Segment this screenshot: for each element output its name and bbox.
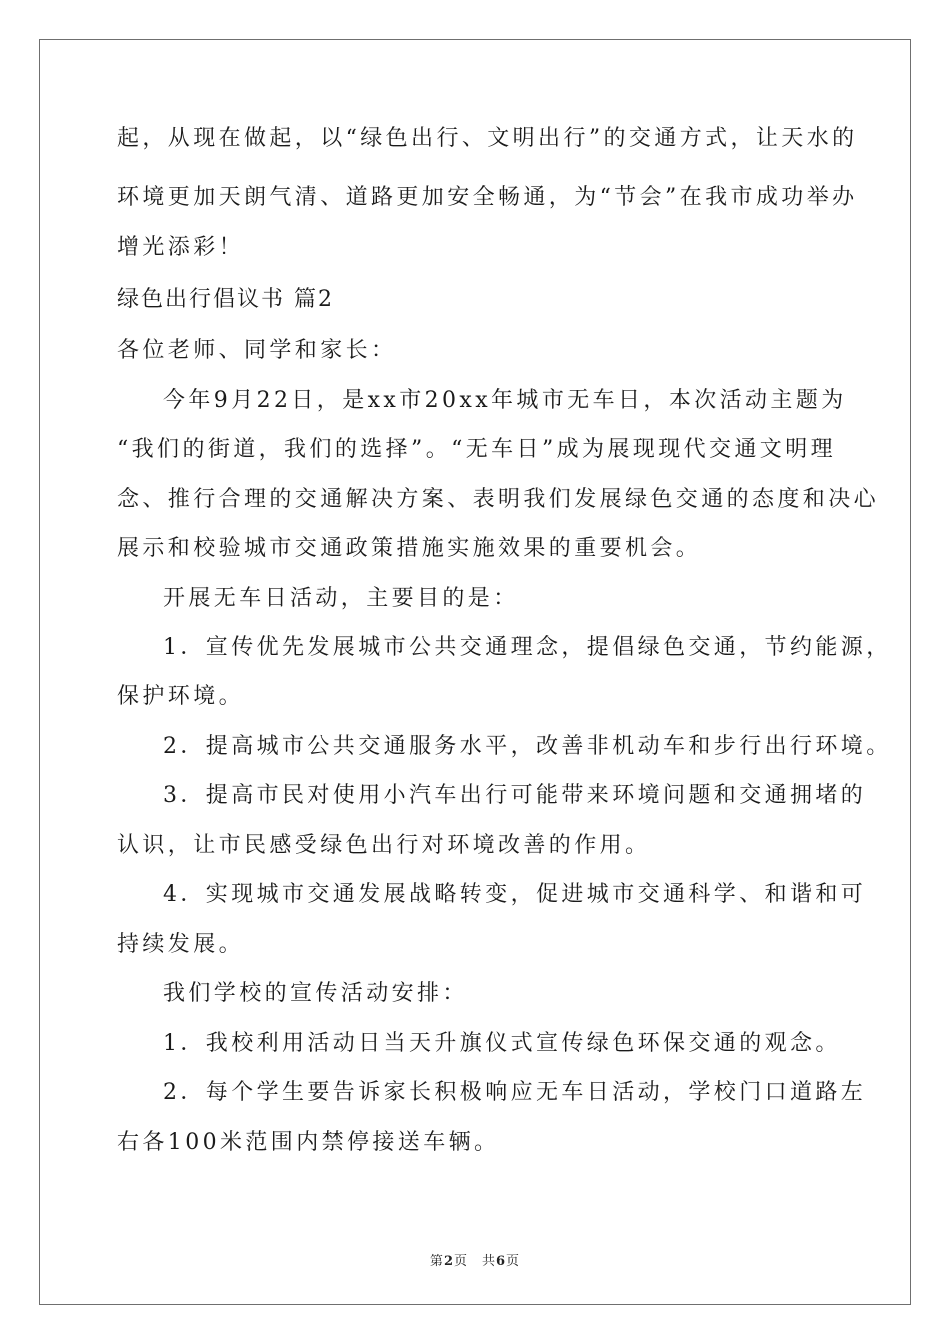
page-number-mid: 页 共 <box>453 1254 496 1269</box>
paragraph-line: 开展无车日活动，主要目的是： <box>163 586 519 611</box>
page-footer <box>0 1250 950 1269</box>
total-page-number: 6 <box>496 1254 507 1269</box>
page-border <box>39 39 911 1305</box>
list-item-continuation: 认识，让市民感受绿色出行对环境改善的作用。 <box>117 833 651 858</box>
section-title: 绿色出行倡议书 篇2 <box>117 287 334 312</box>
salutation: 各位老师、同学和家长： <box>117 338 397 363</box>
list-item: 4．实现城市交通发展战略转变，促进城市交通科学、和谐和可 <box>163 882 867 907</box>
page-number-prefix: 第 <box>429 1254 444 1269</box>
list-item: 2．每个学生要告诉家长积极响应无车日活动，学校门口道路左 <box>163 1080 867 1105</box>
list-item-continuation: 持续发展。 <box>117 932 245 957</box>
paragraph-line: 今年9月22日，是xx市20xx年城市无车日，本次活动主题为 <box>163 388 847 413</box>
list-item: 2．提高城市公共交通服务水平，改善非机动车和步行出行环境。 <box>163 734 892 759</box>
paragraph-line: 起，从现在做起，以“绿色出行、文明出行”的交通方式，让天水的 <box>117 126 858 151</box>
paragraph-line: 念、推行合理的交通解决方案、表明我们发展绿色交通的态度和决心 <box>117 487 880 512</box>
paragraph-line: “我们的街道，我们的选择”。“无车日”成为展现现代交通文明理 <box>117 437 836 462</box>
paragraph-line: 增光添彩！ <box>117 235 245 260</box>
list-item: 3．提高市民对使用小汽车出行可能带来环境问题和交通拥堵的 <box>163 783 867 808</box>
list-item-continuation: 右各100米范围内禁停接送车辆。 <box>117 1130 500 1155</box>
paragraph-line: 展示和校验城市交通政策措施实施效果的重要机会。 <box>117 536 702 561</box>
list-item-continuation: 保护环境。 <box>117 684 245 709</box>
paragraph-line: 环境更加天朗气清、道路更加安全畅通，为“节会”在我市成功举办 <box>117 185 858 210</box>
current-page-number: 2 <box>443 1254 454 1269</box>
list-item: 1．宣传优先发展城市公共交通理念，提倡绿色交通，节约能源， <box>163 635 892 660</box>
list-item: 1．我校利用活动日当天升旗仪式宣传绿色环保交通的观念。 <box>163 1031 841 1056</box>
paragraph-line: 我们学校的宣传活动安排： <box>163 981 468 1006</box>
page-number-suffix: 页 <box>506 1254 521 1269</box>
